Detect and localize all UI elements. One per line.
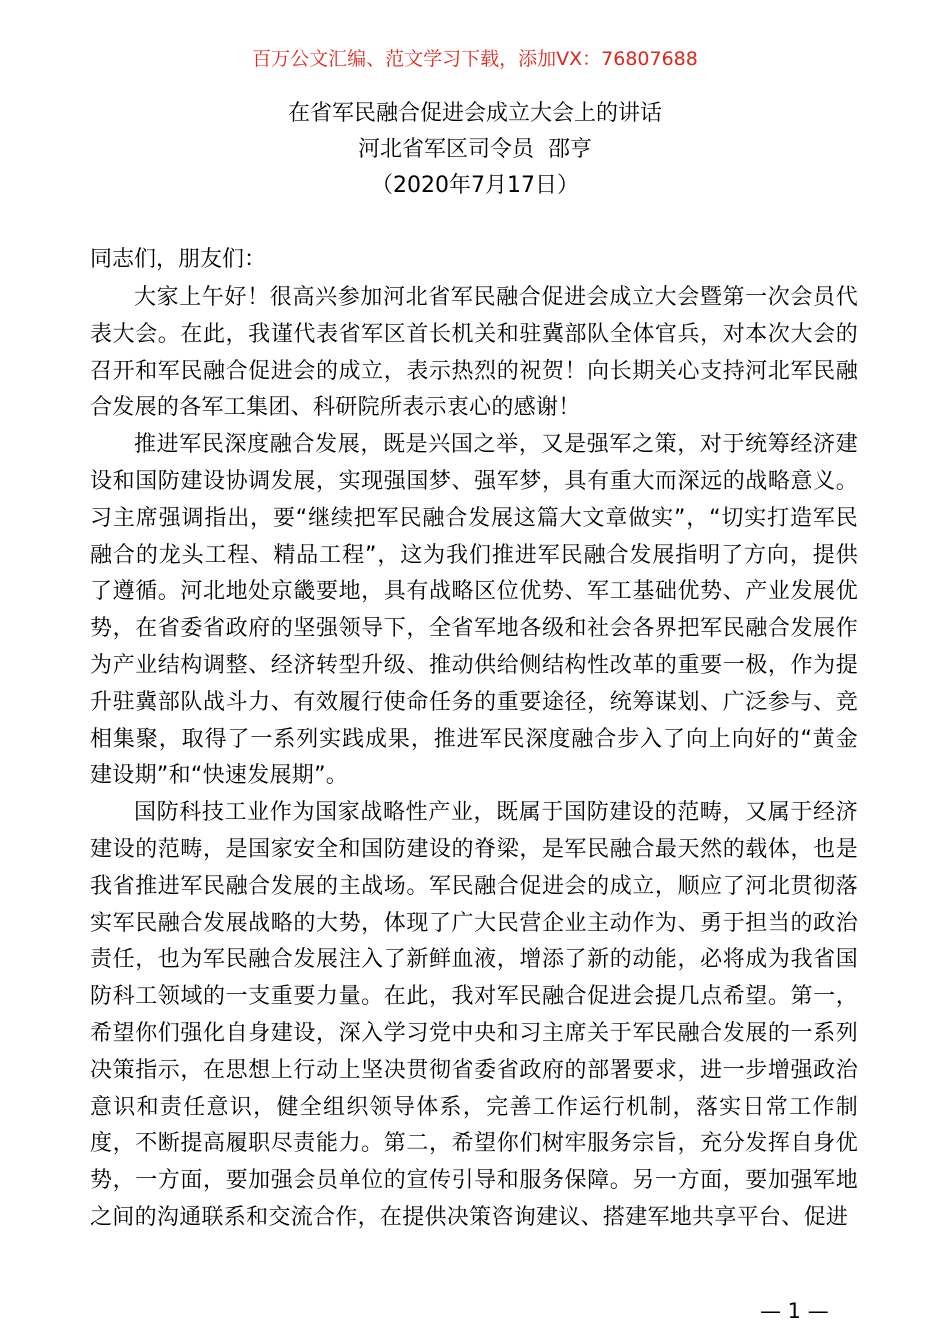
heading-block [0,96,950,204]
salutation: 同志们，朋友们： [90,247,267,272]
speaker-line: 河北省军区司令员 邵亨 [358,137,592,162]
paragraph-2: 推进军民深度融合发展，既是兴国之举，又是强军之策，对于统筹经济建设和国防建设协调发展，实现强国梦、强军梦，具有重大而深远的战略意义。习主席强调指出，要“继续把军民融合发展这篇大文章做实”，“切实打造军民融合的龙头工程、精品工程”，这为我们推进军民融合发展指明了方向，提供了遵循。河北地处京畿要地，具有战略区位优势、军工基础优势、产业发展优势，在省委省政府的坚强领导下，全省军地各级和社会各界把军民融合发展作为产业结构调整、经济转型升级、推动供给侧结构性改革的重要一极，作为提升驻冀部队战斗力、有效履行使命任务的重要途径，统筹谋划、广泛参与、竞相集聚，取得了一系列实践成果，推进军民深度融合步入了向上向好的“黄金建设期”和“快速发展期”。 [90,432,858,789]
speech-body [90,280,858,1237]
promo-banner: 百万公文汇编、范文学习下载，添加VX：76807688 [252,48,698,70]
paragraph-3: 国防科技工业作为国家战略性产业，既属于国防建设的范畴，又属于经济建设的范畴，是国家安全和国防建设的脊梁，是军民融合最天然的载体，也是我省推进军民融合发展的主战场。军民融合促进会的成立，顺应了河北贯彻落实军民融合发展战略的大势，体现了广大民营企业主动作为、勇于担当的政治责任，也为军民融合发展注入了新鲜血液，增添了新的动能，必将成为我省国防科工领域的一支重要力量。在此，我对军民融合促进会提几点希望。第一，希望你们强化自身建设，深入学习党中央和习主席关于军民融合发展的一系列决策指示，在思想上行动上坚决贯彻省委省政府的部署要求，进一步增强政治意识和责任意识，健全组织领导体系，完善工作运行机制，落实日常工作制度，不断提高履职尽责能力。第二，希望你们树牢服务宗旨，充分发挥自身优势，一方面，要加强会员单位的宣传引导和服务保障。另一方面，要加强军地之间的沟通联系和交流合作，在提供决策咨询建议、搭建军地共享平台、促进 [90,800,858,1230]
speech-date: （2020年7月17日） [371,173,579,198]
speech-title: 在省军民融合促进会成立大会上的讲话 [287,101,662,126]
page-number: — 1 — [760,1299,829,1323]
paragraph-1: 大家上午好！很高兴参加河北省军民融合促进会成立大会暨第一次会员代表大会。在此，我谨代表省军区首长机关和驻冀部队全体官兵，对本次大会的召开和军民融合促进会的成立，表示热烈的祝贺！向长期关心支持河北军民融合发展的各军工集团、科研院所表示衷心的感谢！ [90,285,858,421]
